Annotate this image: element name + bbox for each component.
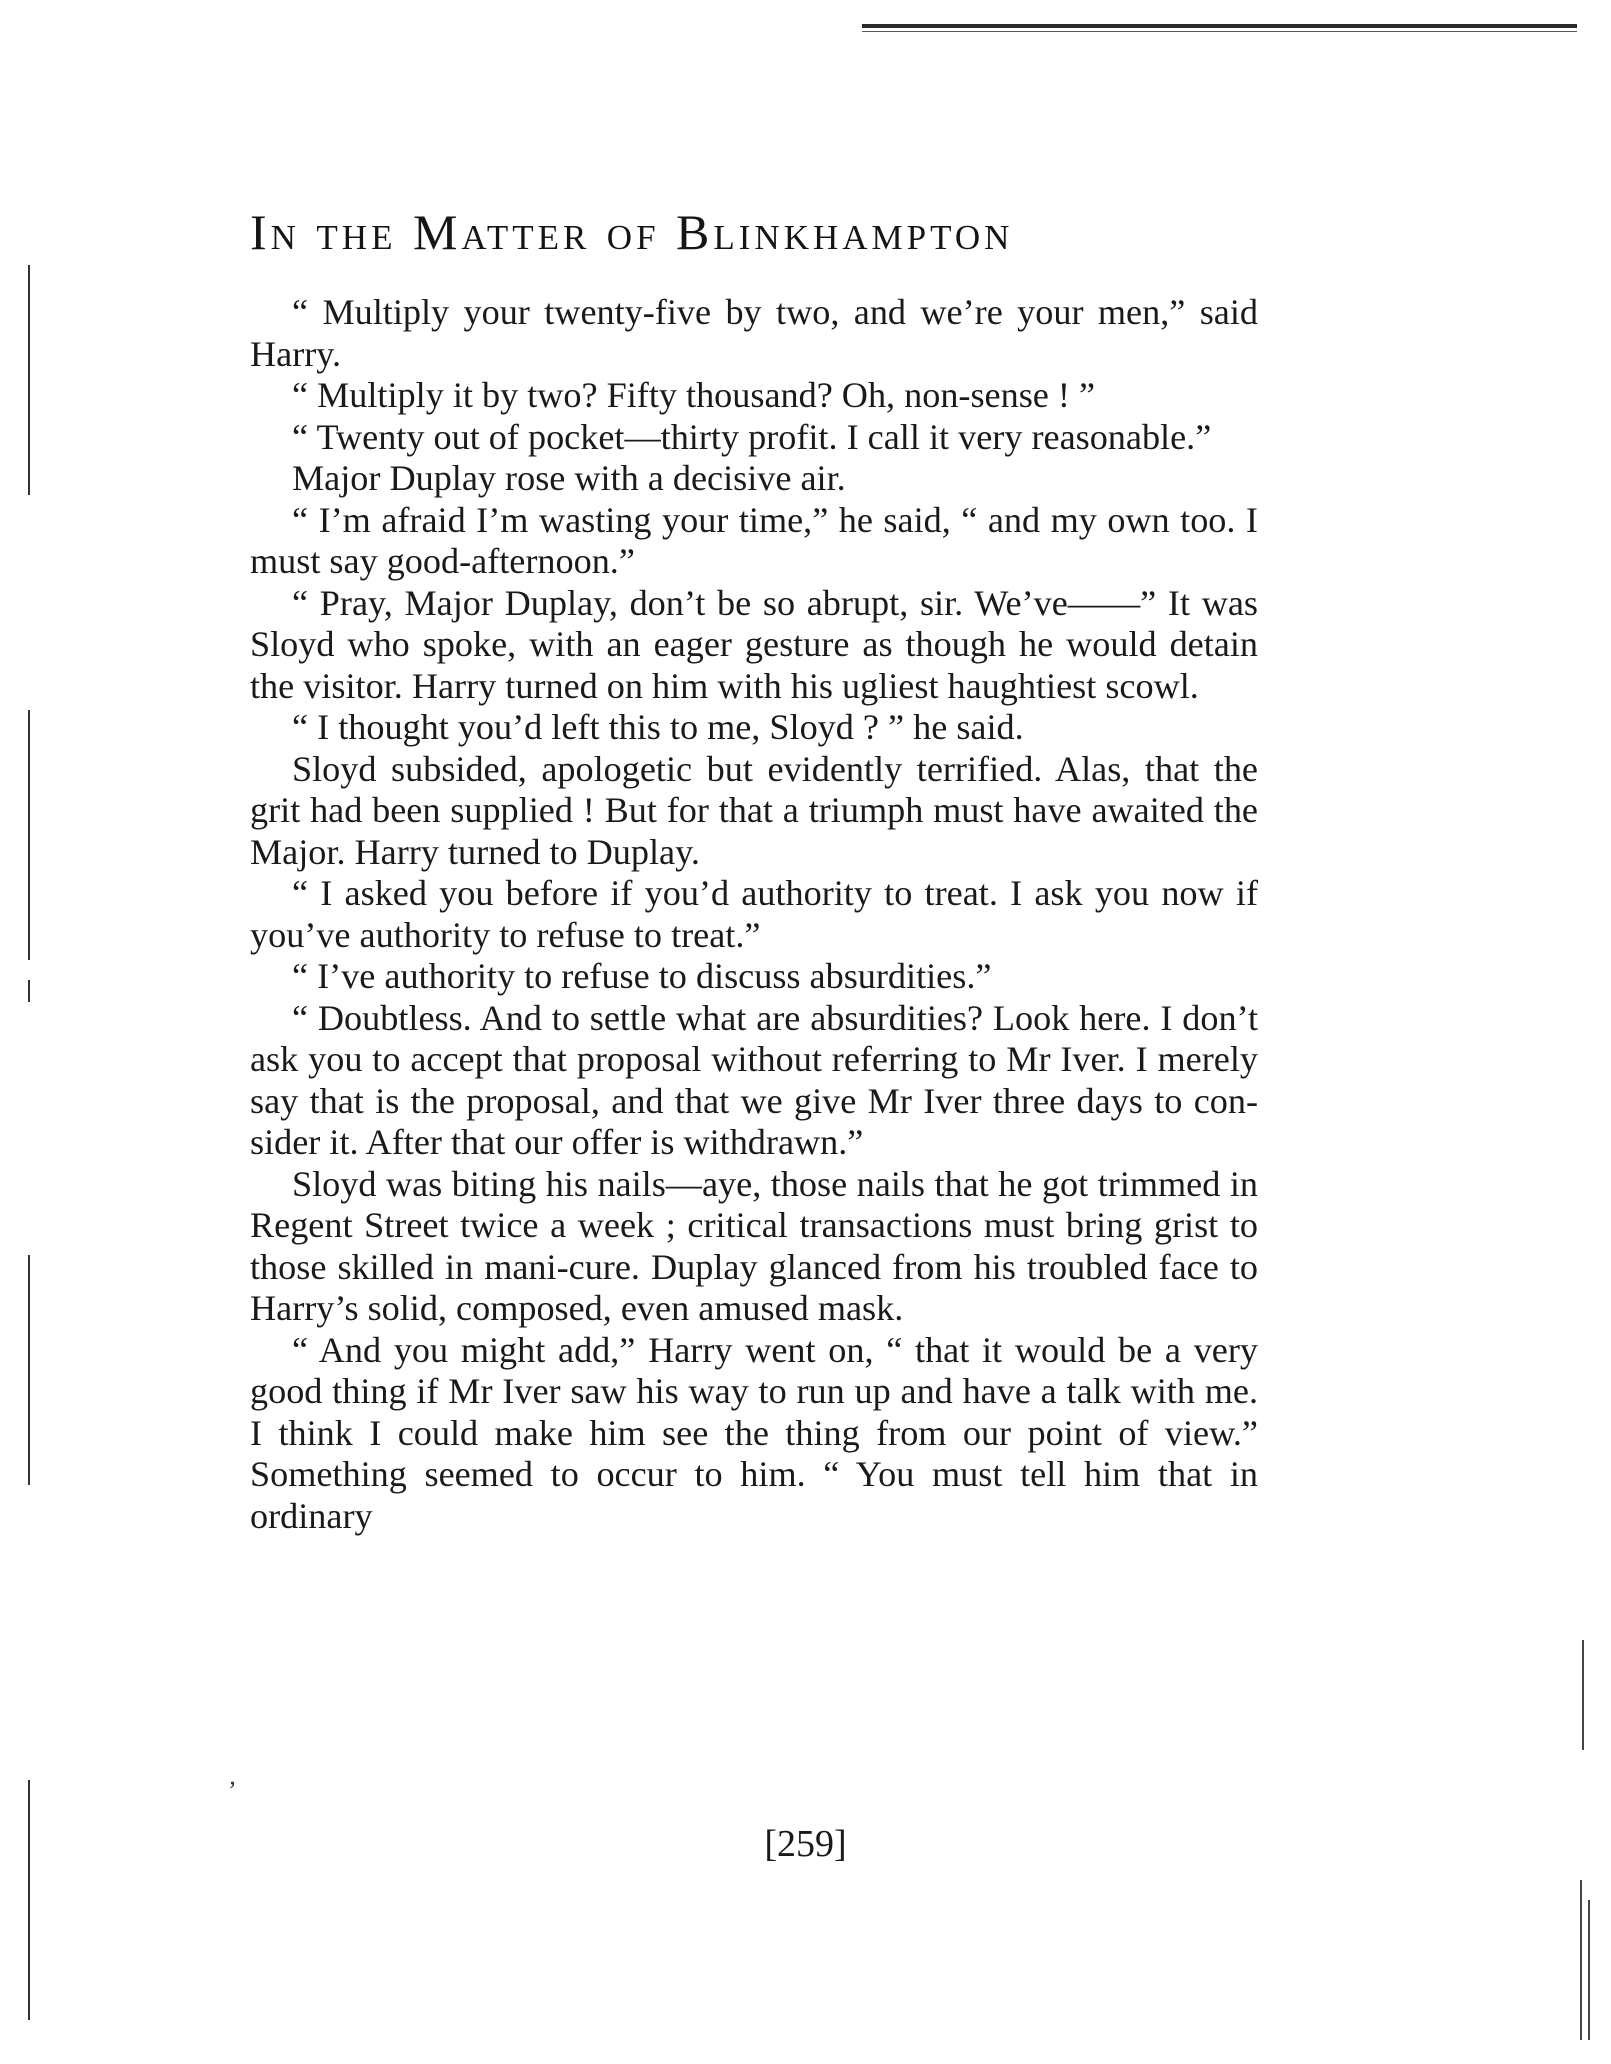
scan-mark <box>28 1780 30 2020</box>
margin-tick-mark: ʼ <box>228 1776 237 1805</box>
scan-mark <box>1582 1640 1584 1750</box>
paragraph: “ I asked you before if you’d authority to treat. I ask you now if you’ve authority to refuse to treat.” <box>250 873 1258 955</box>
paragraph: “ I thought you’d left this to me, Sloyd ? ” he said. <box>292 707 1024 747</box>
paragraph: “ Multiply your twenty-five by two, and we’re your men,” said Harry. <box>250 292 1258 374</box>
paragraph: “ Pray, Major Duplay, don’t be so abrupt, sir. We’ve——” It was Sloyd who spoke, with an eager gesture as though he would detain the visitor. Harry turned on him with his ugliest haughtiest scowl. <box>250 582 1258 706</box>
scan-mark <box>1580 1880 1582 2040</box>
right-margin-scan-marks <box>1580 0 1592 2064</box>
scan-mark <box>1588 1900 1590 2040</box>
scan-mark <box>28 1255 30 1485</box>
paragraph: Sloyd was biting his nails—aye, those nails that he got trimmed in Regent Street twice a week ; critical transactions must bring grist to those skilled in mani-cure. Duplay glanced from his troubled face to Harry’s solid, composed, even amused mask. <box>250 1163 1258 1328</box>
scan-mark <box>28 710 30 960</box>
paragraph: “ Doubtless. And to settle what are absurdities? Look here. I don’t ask you to accept that proposal without referring to Mr Iver. I merely say that is the proposal, and that we give Mr Iver three days to con-sider it. After that our offer is withdrawn.” <box>250 997 1258 1162</box>
running-head: In the Matter of Blinkhampton <box>250 204 1014 260</box>
scan-mark <box>28 980 30 1002</box>
top-scan-rule <box>862 24 1577 28</box>
paragraph: “ I’m afraid I’m wasting your time,” he said, “ and my own too. I must say good-afternoon.” <box>250 499 1258 581</box>
body-text <box>250 292 1258 1537</box>
left-margin-scan-marks <box>28 0 32 2064</box>
paragraph: “ Multiply it by two? Fifty thousand? Oh, non-sense ! ” <box>292 375 1096 415</box>
paragraph: “ Twenty out of pocket—thirty profit. I call it very reasonable.” <box>292 416 1212 457</box>
scan-mark <box>28 265 30 495</box>
top-scan-rule-thin <box>862 31 1577 32</box>
page-number: [259] <box>764 1823 847 1865</box>
paragraph: Sloyd subsided, apologetic but evidently terrified. Alas, that the grit had been supplied ! But for that a triumph must have awaited the Major. Harry turned to Duplay. <box>250 748 1258 872</box>
paragraph: “ And you might add,” Harry went on, “ that it would be a very good thing if Mr Iver saw his way to run up and have a talk with me. I think I could make him see the thing from our point of view.” Something seemed to occur to him. “ You must tell him that in ordinary <box>250 1329 1258 1536</box>
paragraph: “ I’ve authority to refuse to discuss absurdities.” <box>292 956 992 996</box>
paragraph: Major Duplay rose with a decisive air. <box>292 458 846 498</box>
